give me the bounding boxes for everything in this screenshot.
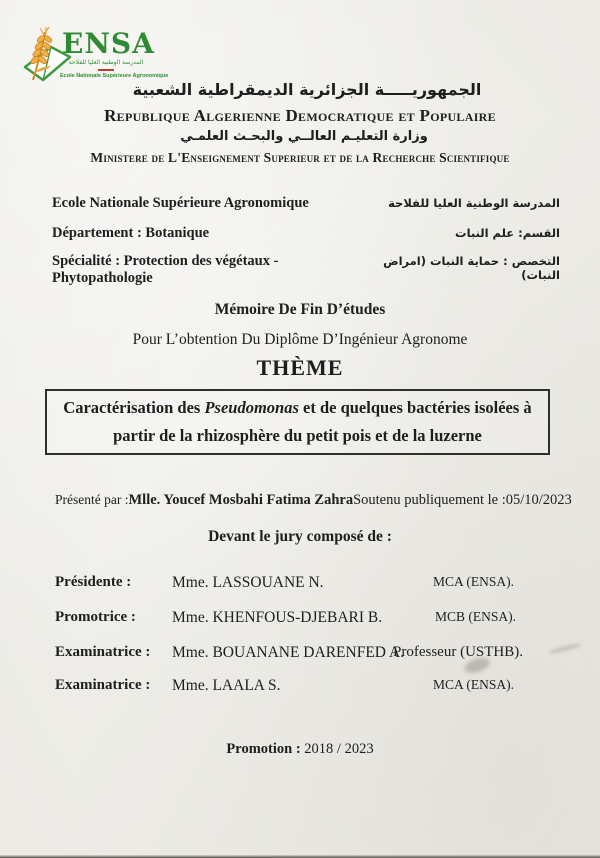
presented-by-label: Présenté par :: [55, 492, 129, 507]
theme-line1-prefix: Caractérisation des: [63, 398, 205, 418]
logo-divider: [98, 69, 114, 71]
jury-role: Examinatrice :: [55, 677, 151, 693]
jury-member-name: Mme. BOUANANE DARENFED A.: [172, 644, 405, 661]
school-name-arabic: المدرسة الوطنية العليا للفلاحة: [388, 196, 560, 210]
jury-role: Présidente :: [55, 574, 132, 590]
jury-row-president: [55, 574, 560, 594]
defense-date: Soutenu publiquement le :05/10/2023: [353, 492, 572, 508]
theme-line-1: [47, 398, 548, 418]
department-french: Département : Botanique: [52, 225, 210, 241]
school-name-french: Ecole Nationale Supérieure Agronomique: [52, 195, 309, 211]
theme-line1-suffix: et de quelques bactéries isolées à: [298, 398, 532, 418]
theme-species-name: Pseudomonas: [204, 398, 299, 418]
candidate-name: Mlle. Youcef Mosbahi Fatima Zahra: [128, 492, 354, 508]
republic-title-french: Republique Algerienne Democratique et Populaire: [104, 106, 496, 125]
jury-row-promoter: [55, 609, 560, 629]
speciality-row: [52, 253, 560, 287]
jury-role: Promotrice :: [55, 609, 136, 625]
memoir-title: Mémoire De Fin D’études: [214, 301, 386, 318]
jury-grade: MCA (ENSA).: [433, 574, 515, 589]
speciality-french: Spécialité : Protection des végétaux - Phytopathologie: [52, 253, 279, 286]
jury-grade: MCA (ENSA).: [433, 677, 515, 692]
theme-heading: THÈME: [256, 355, 344, 380]
presented-by-line: [55, 492, 572, 509]
jury-member-name: Mme. LAALA S.: [172, 677, 281, 694]
speciality-arabic: التخصص : حماية النبات (امراض النبات): [383, 254, 560, 282]
jury-member-name: Mme. KHENFOUS-DJEBARI B.: [172, 609, 383, 626]
jury-row-examiner-2: [55, 677, 560, 697]
jury-grade: Professeur (USTHB).: [393, 644, 523, 660]
theme-line-2: partir de la rhizosphère du petit pois et de la luzerne: [113, 425, 482, 445]
logo-acronym: ENSA: [62, 27, 155, 60]
promotion-line: [0, 741, 600, 758]
logo-french-name: Ecole Nationale Supérieure Agronomique: [60, 73, 169, 79]
promotion-label: Promotion :: [226, 741, 301, 757]
department-row: [52, 225, 560, 242]
republic-title-arabic: الجمهوريـــــة الجزائرية الديمقراطية الشعبية: [132, 80, 482, 99]
logo-arabic-name: المدرسة الوطنية العليا للفلاحة: [68, 59, 144, 66]
department-arabic: القسم: علم النبات: [455, 226, 560, 240]
ministry-title-arabic: وزارة التعليـم العالــي والبحـث العلمـي: [180, 129, 428, 144]
jury-role: Examinatrice :: [55, 644, 151, 660]
memoir-subtitle: Pour L’obtention Du Diplôme D’Ingénieur Agronome: [132, 331, 468, 348]
jury-heading: Devant le jury composé de :: [208, 528, 392, 545]
ministry-title-french: Ministere de L'Enseignement Superieur et de la Recherche Scientifique: [90, 150, 510, 165]
theme-box: [45, 389, 550, 455]
school-row: [52, 195, 560, 212]
promotion-value: 2018 / 2023: [300, 741, 374, 757]
jury-grade: MCB (ENSA).: [435, 609, 517, 624]
jury-member-name: Mme. LASSOUANE N.: [172, 574, 324, 591]
